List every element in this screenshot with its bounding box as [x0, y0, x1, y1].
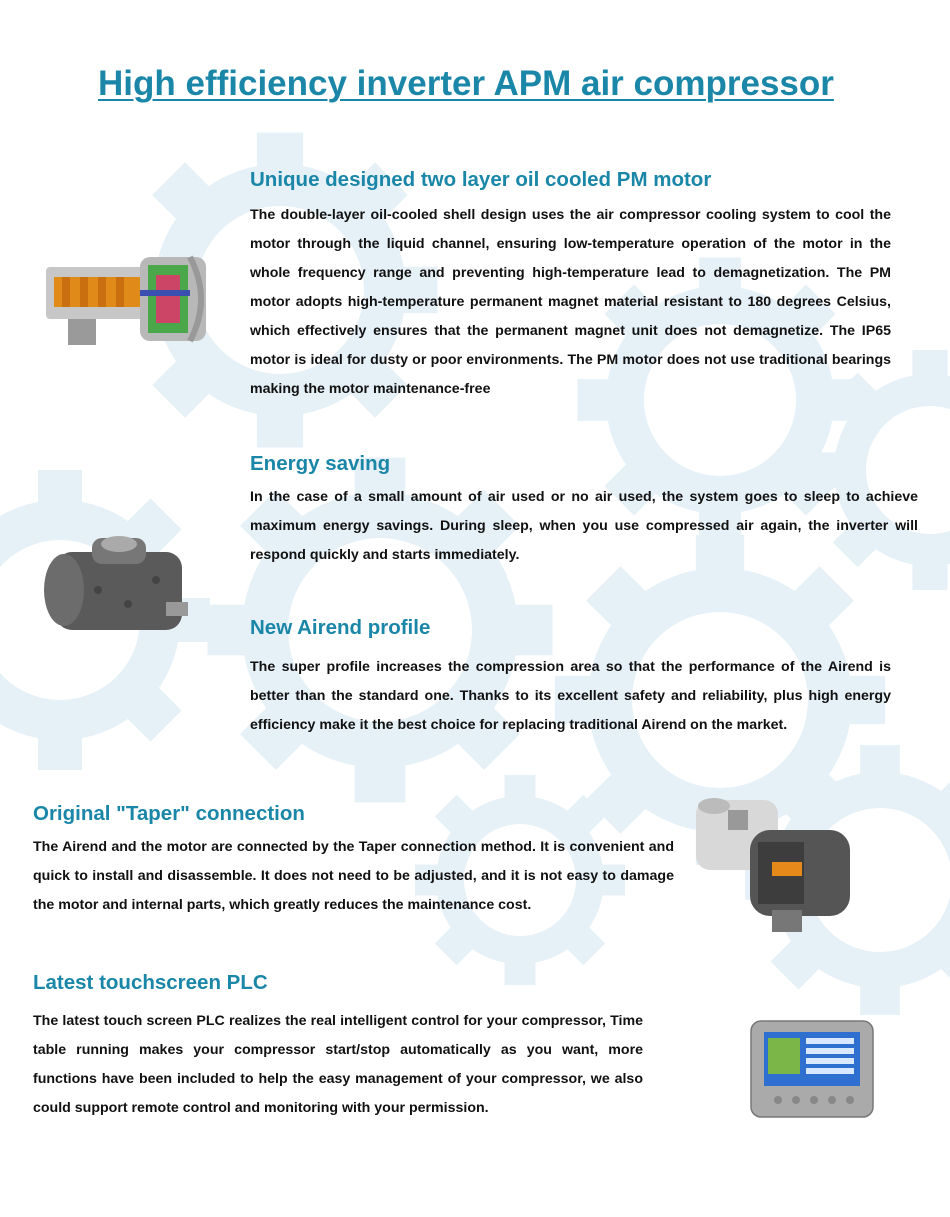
section-heading-taper-connection: Original "Taper" connection: [33, 802, 305, 825]
pm-motor-cutaway-image: [40, 245, 218, 350]
page-title: High efficiency inverter APM air compressor: [98, 64, 834, 103]
section-body-airend-profile: The super profile increases the compression area so that the performance of the Airend is better than the standard one. Thanks to its excellent safety and reliability, plus high energy efficiency make it the best choice for replacing traditional Airend on the market.: [250, 659, 891, 733]
section-body-taper-connection: The Airend and the motor are connected by the Taper connection method. It is convenient and quick to install and disassemble. It does not need to be adjusted, and it is not easy to damage the motor and internal parts, which greatly reduces the maintenance cost.: [33, 839, 674, 913]
airend-unit-image: [38, 530, 192, 642]
section-body-pm-motor: The double-layer oil-cooled shell design uses the air compressor cooling system to cool the motor through the liquid channel, ensuring low-temperature operation of the motor in the whole frequency range and preventing high-temperature lead to demagnetization. The PM motor adopts high-temperature permanent magnet material resistant to 180 degrees Celsius, which effectively ensures that the permanent magnet unit does not demagnetize. The IP65 motor is ideal for dusty or poor environments. The PM motor does not use traditional bearings making the motor maintenance-free: [250, 207, 891, 397]
section-body-touchscreen-plc: The latest touch screen PLC realizes the real intelligent control for your compressor, Time table running makes your compressor start/stop automatically as you want, more functions have been included to help the easy management of your compressor, we also could support remote control and monitoring with your permission.: [33, 1013, 643, 1116]
touchscreen-plc-image: [750, 1020, 874, 1118]
section-body-energy-saving: In the case of a small amount of air used or no air used, the system goes to sleep to achieve maximum energy savings. During sleep, when you use compressed air again, the inverter will respond quickly and starts immediately.: [250, 489, 918, 563]
section-heading-touchscreen-plc: Latest touchscreen PLC: [33, 971, 268, 994]
section-heading-airend-profile: New Airend profile: [250, 616, 431, 639]
section-heading-energy-saving: Energy saving: [250, 452, 391, 475]
taper-connection-image: [688, 790, 858, 940]
section-heading-pm-motor: Unique designed two layer oil cooled PM motor: [250, 168, 712, 191]
